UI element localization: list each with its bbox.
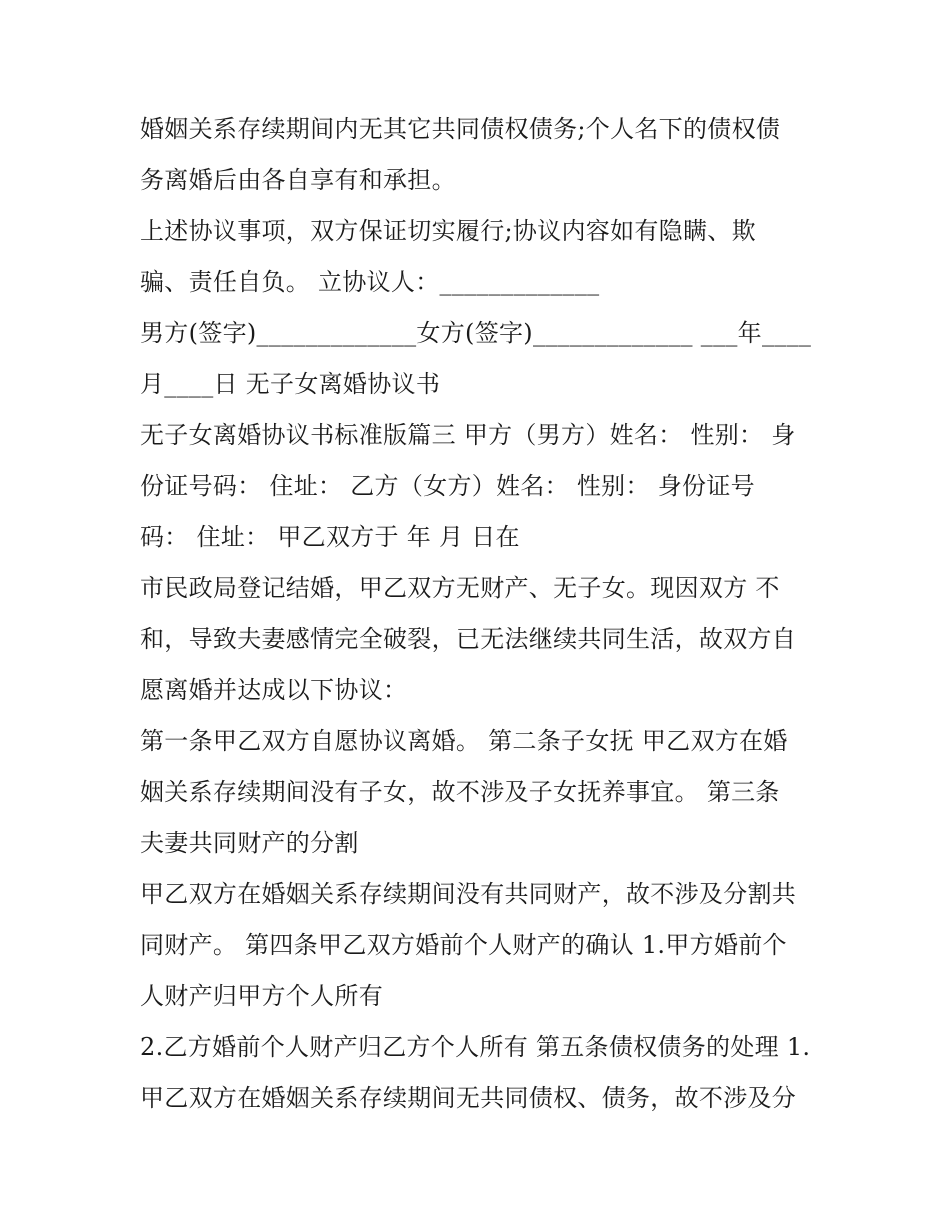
text-line: 月____日 无子女离婚协议书 xyxy=(140,370,441,398)
text-line: 人财产归甲方个人所有 xyxy=(140,982,383,1010)
text-line: 骗、责任自负。 立协议人：_____________ xyxy=(140,268,600,296)
text-line: 份证号码： 住址： 乙方（女方）姓名： 性别： 身份证号 xyxy=(140,472,755,500)
text-line: 姻关系存续期间没有子女，故不涉及子女抚养事宜。 第三条 xyxy=(140,778,780,806)
text-line: 务离婚后由各自享有和承担。 xyxy=(140,166,456,194)
text-line: 上述协议事项，双方保证切实履行;协议内容如有隐瞒、欺 xyxy=(140,217,756,245)
text-line: 男方(签字)_____________女方(签字)_____________ ___年____ xyxy=(140,319,812,347)
text-line: 婚姻关系存续期间内无其它共同债权债务;个人名下的债权债 xyxy=(140,115,781,143)
text-line: 夫妻共同财产的分割 xyxy=(140,829,359,857)
text-line: 和，导致夫妻感情完全破裂，已无法继续共同生活，故双方自 xyxy=(140,625,797,653)
text-line: 无子女离婚协议书标准版篇三 甲方（男方）姓名： 性别： 身 xyxy=(140,421,796,449)
text-line: 码： 住址： 甲乙双方于 年 月 日在 xyxy=(140,523,520,551)
text-line: 第一条甲乙双方自愿协议离婚。 第二条子女抚 甲乙双方在婚 xyxy=(140,727,788,755)
text-line: 2.乙方婚前个人财产归乙方个人所有 第五条债权债务的处理 1. xyxy=(140,1033,811,1061)
text-line: 甲乙双方在婚姻关系存续期间无共同债权、债务，故不涉及分 xyxy=(140,1084,797,1112)
text-line: 同财产。 第四条甲乙双方婚前个人财产的确认 1.甲方婚前个 xyxy=(140,931,787,959)
document-body xyxy=(140,104,820,1124)
text-line: 甲乙双方在婚姻关系存续期间没有共同财产，故不涉及分割共 xyxy=(140,880,797,908)
text-line: 愿离婚并达成以下协议： xyxy=(140,676,408,704)
text-line: 市民政局登记结婚，甲乙双方无财产、无子女。现因双方 不 xyxy=(140,574,780,602)
